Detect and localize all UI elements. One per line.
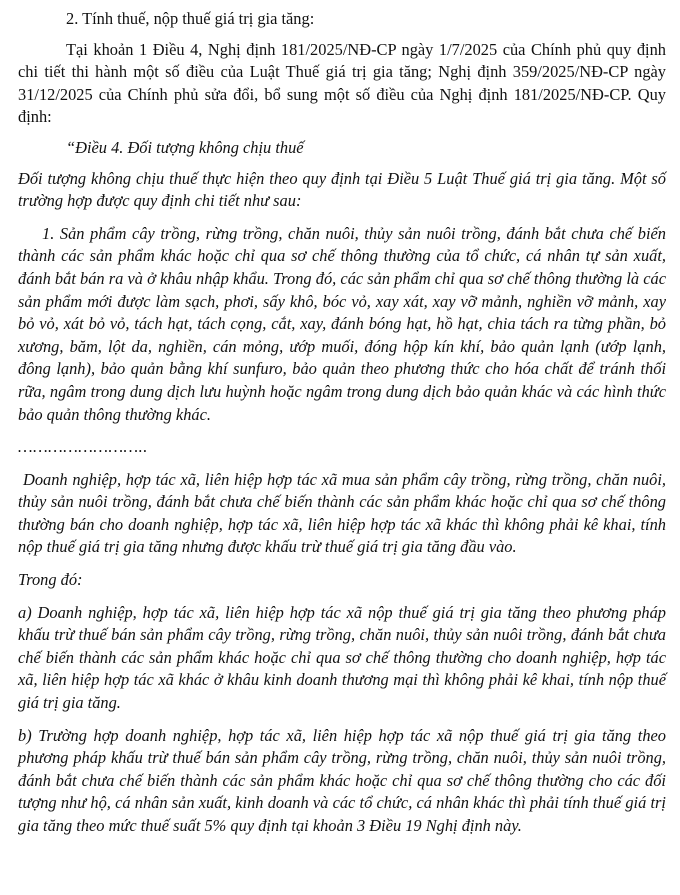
item-a-paragraph: a) Doanh nghiệp, hợp tác xã, liên hiệp hợp tác xã nộp thuế giá trị gia tăng theo phương pháp khấu trừ thuế bán sản phẩm cây trồng, rừng trồng, chăn nuôi, thủy sản nuôi trồng, đánh bắt chưa chế biến thành các sản phẩm khác hoặc chỉ qua sơ chế thông thường cho doanh nghiệp, hợp tác xã, liên hiệp hợp tác xã khác ở khâu kinh doanh thương mại thì không phải kê khai, tính nộp thuế giá trị gia tăng. <box>18 602 666 713</box>
item-b-paragraph: b) Trường hợp doanh nghiệp, hợp tác xã, liên hiệp hợp tác xã nộp thuế giá trị gia tăng theo phương pháp khấu trừ thuế bán sản phẩm cây trồng, rừng trồng, chăn nuôi, thủy sản nuôi trồng, đánh bắt chưa chế biến thành các sản phẩm khác hoặc chỉ qua sơ chế thông thường cho các đối tượng như hộ, cá nhân sản xuất, kinh doanh và các tổ chức, cá nhân khác thì phải tính thuế giá trị gia tăng theo mức thuế suất 5% quy định tại khoản 3 Điều 19 Nghị định này. <box>18 725 666 835</box>
article-lead-paragraph: Đối tượng không chịu thuế thực hiện theo quy định tại Điều 5 Luật Thuế giá trị gia tăng. Một số trường hợp được quy định chi tiết như sau: <box>18 168 666 211</box>
document-page <box>18 8 666 838</box>
intro-paragraph: Tại khoản 1 Điều 4, Nghị định 181/2025/NĐ-CP ngày 1/7/2025 của Chính phủ quy định chi tiết thi hành một số điều của Luật Thuế giá trị gia tăng; Nghị định 359/2025/NĐ-CP ngày 31/12/2025 của Chính phủ sửa đổi, bổ sung một số điều của Nghị định 181/2025/NĐ-CP. Quy định: <box>18 39 666 127</box>
business-paragraph: Doanh nghiệp, hợp tác xã, liên hiệp hợp tác xã mua sản phẩm cây trồng, rừng trồng, chăn nuôi, thủy sản nuôi trồng, đánh bắt chưa chế biến thành các sản phẩm khác hoặc chỉ qua sơ chế thông thường bán cho doanh nghiệp, hợp tác xã, liên hiệp hợp tác xã khác thì không phải kê khai, tính nộp thuế giá trị gia tăng nhưng được khấu trừ thuế giá trị gia tăng đầu vào. <box>18 469 666 557</box>
omission-ellipsis: …………………….. <box>18 437 148 457</box>
article-title: “Điều 4. Đối tượng không chịu thuế <box>66 137 304 157</box>
item-1-paragraph: 1. Sản phẩm cây trồng, rừng trồng, chăn nuôi, thủy sản nuôi trồng, đánh bắt chưa chế biến thành các sản phẩm khác hoặc chỉ qua sơ chế thông thường của tổ chức, cá nhân tự sản xuất, đánh bắt bán ra và ở khâu nhập khẩu. Trong đó, các sản phẩm chỉ qua sơ chế thông thường là các sản phẩm mới được làm sạch, phơi, sấy khô, bóc vỏ, xay xát, xay vỡ mảnh, nghiền vỡ mảnh, xay bỏ vỏ, xát bỏ vỏ, tách hạt, tách cọng, cắt, xay, đánh bóng hạt, hồ hạt, chia tách ra từng phần, bỏ xương, băm, lột da, nghiền, cán mỏng, ướp muối, đóng hộp kín khí, bảo quản lạnh (ướp lạnh, đông lạnh), bảo quản bằng khí sunfuro, bảo quản theo phương thức cho hóa chất để tránh thối rữa, ngâm trong dung dịch lưu huỳnh hoặc ngâm trong dung dịch bảo quản khác và các hình thức bảo quản thông thường khác. <box>18 223 666 424</box>
section-heading: 2. Tính thuế, nộp thuế giá trị gia tăng: <box>66 9 315 28</box>
trong-do-label: Trong đó: <box>18 570 83 590</box>
